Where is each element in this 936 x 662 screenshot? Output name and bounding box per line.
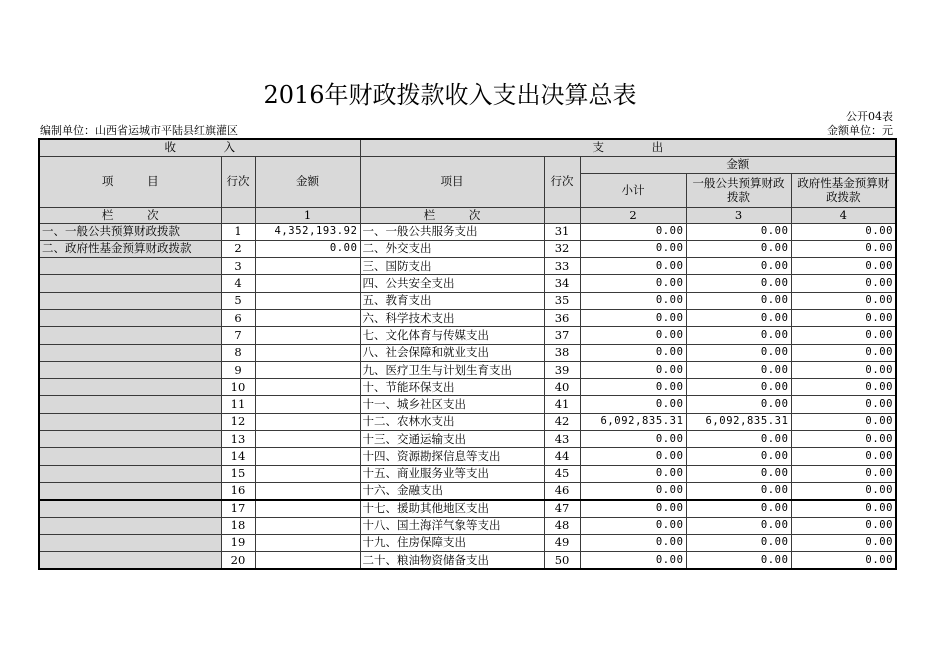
subtotal-cell: 0.00 bbox=[580, 309, 686, 326]
gov-fund-cell: 0.00 bbox=[791, 413, 896, 430]
income-amount-cell bbox=[255, 275, 360, 292]
general-budget-cell: 0.00 bbox=[686, 396, 791, 413]
income-line-cell: 18 bbox=[221, 517, 255, 534]
income-amount-cell bbox=[255, 361, 360, 378]
table-row bbox=[39, 517, 896, 534]
general-budget-cell: 0.00 bbox=[686, 327, 791, 344]
income-amount-cell bbox=[255, 517, 360, 534]
form-code: 公开04表 bbox=[846, 110, 893, 123]
income-amount-cell bbox=[255, 309, 360, 326]
income-amount-cell bbox=[255, 534, 360, 551]
income-item-cell: 一、一般公共预算财政拨款 bbox=[39, 223, 221, 240]
column-index-3: 3 bbox=[686, 207, 791, 223]
subtotal-cell: 0.00 bbox=[580, 275, 686, 292]
gov-fund-cell: 0.00 bbox=[791, 258, 896, 275]
expense-line-cell: 32 bbox=[544, 240, 580, 257]
table-row bbox=[39, 482, 896, 499]
income-amount-cell bbox=[255, 500, 360, 517]
subtotal-cell: 0.00 bbox=[580, 327, 686, 344]
expense-line-cell: 34 bbox=[544, 275, 580, 292]
general-budget-cell: 0.00 bbox=[686, 552, 791, 569]
gov-fund-cell: 0.00 bbox=[791, 500, 896, 517]
table-row bbox=[39, 413, 896, 430]
income-item-header: 项 目 bbox=[39, 156, 221, 207]
income-item-cell bbox=[39, 344, 221, 361]
expense-line-cell: 43 bbox=[544, 431, 580, 448]
income-item-cell bbox=[39, 292, 221, 309]
compiling-unit: 编制单位：山西省运城市平陆县红旗灌区 bbox=[40, 124, 238, 137]
income-amount-cell bbox=[255, 344, 360, 361]
gov-fund-cell: 0.00 bbox=[791, 396, 896, 413]
expense-item-cell: 十九、住房保障支出 bbox=[360, 534, 544, 551]
income-amount-cell bbox=[255, 413, 360, 430]
income-line-cell: 17 bbox=[221, 500, 255, 517]
table-row bbox=[39, 465, 896, 482]
general-budget-cell: 0.00 bbox=[686, 309, 791, 326]
income-item-cell bbox=[39, 258, 221, 275]
general-budget-cell: 6,092,835.31 bbox=[686, 413, 791, 430]
expense-line-cell: 41 bbox=[544, 396, 580, 413]
income-item-cell bbox=[39, 431, 221, 448]
income-line-cell: 7 bbox=[221, 327, 255, 344]
expense-line-cell: 36 bbox=[544, 309, 580, 326]
income-item-cell bbox=[39, 379, 221, 396]
column-index-blank bbox=[544, 207, 580, 223]
subtotal-cell: 0.00 bbox=[580, 534, 686, 551]
gov-fund-cell: 0.00 bbox=[791, 379, 896, 396]
income-amount-cell bbox=[255, 258, 360, 275]
expense-line-cell: 45 bbox=[544, 465, 580, 482]
income-amount-cell bbox=[255, 396, 360, 413]
income-item-cell bbox=[39, 327, 221, 344]
gov-fund-cell: 0.00 bbox=[791, 517, 896, 534]
subtotal-cell: 0.00 bbox=[580, 500, 686, 517]
expense-item-cell: 十六、金融支出 bbox=[360, 482, 544, 499]
table-row bbox=[39, 379, 896, 396]
general-budget-cell: 0.00 bbox=[686, 534, 791, 551]
income-amount-cell bbox=[255, 327, 360, 344]
table-row bbox=[39, 500, 896, 517]
general-budget-cell: 0.00 bbox=[686, 275, 791, 292]
currency-unit: 金额单位：元 bbox=[827, 124, 893, 137]
expense-line-header: 行次 bbox=[544, 156, 580, 207]
income-line-cell: 15 bbox=[221, 465, 255, 482]
general-budget-header: 一般公共预算财政拨款 bbox=[686, 173, 791, 207]
table-row bbox=[39, 327, 896, 344]
expense-line-cell: 33 bbox=[544, 258, 580, 275]
general-budget-cell: 0.00 bbox=[686, 517, 791, 534]
subtotal-cell: 0.00 bbox=[580, 482, 686, 499]
expense-line-cell: 39 bbox=[544, 361, 580, 378]
expense-item-cell: 十八、国土海洋气象等支出 bbox=[360, 517, 544, 534]
expense-line-cell: 50 bbox=[544, 552, 580, 569]
income-line-cell: 9 bbox=[221, 361, 255, 378]
expense-line-cell: 49 bbox=[544, 534, 580, 551]
expense-item-cell: 五、教育支出 bbox=[360, 292, 544, 309]
income-item-cell bbox=[39, 482, 221, 499]
gov-fund-cell: 0.00 bbox=[791, 361, 896, 378]
gov-fund-cell: 0.00 bbox=[791, 448, 896, 465]
expense-line-cell: 46 bbox=[544, 482, 580, 499]
column-index-4: 4 bbox=[791, 207, 896, 223]
expense-item-header: 项目 bbox=[360, 156, 544, 207]
income-section-header: 收 入 bbox=[39, 139, 360, 156]
gov-fund-cell: 0.00 bbox=[791, 344, 896, 361]
expense-item-cell: 十二、农林水支出 bbox=[360, 413, 544, 430]
gov-fund-cell: 0.00 bbox=[791, 431, 896, 448]
income-line-cell: 20 bbox=[221, 552, 255, 569]
general-budget-cell: 0.00 bbox=[686, 379, 791, 396]
income-line-cell: 10 bbox=[221, 379, 255, 396]
table-row bbox=[39, 292, 896, 309]
column-index-label-income: 栏 次 bbox=[39, 207, 221, 223]
subtotal-cell: 6,092,835.31 bbox=[580, 413, 686, 430]
expense-line-cell: 35 bbox=[544, 292, 580, 309]
general-budget-cell: 0.00 bbox=[686, 223, 791, 240]
expense-item-cell: 二十、粮油物资储备支出 bbox=[360, 552, 544, 569]
subtotal-cell: 0.00 bbox=[580, 223, 686, 240]
general-budget-cell: 0.00 bbox=[686, 465, 791, 482]
table-body bbox=[39, 223, 896, 569]
income-item-cell bbox=[39, 465, 221, 482]
income-item-cell bbox=[39, 275, 221, 292]
general-budget-cell: 0.00 bbox=[686, 258, 791, 275]
expense-item-cell: 二、外交支出 bbox=[360, 240, 544, 257]
table-row bbox=[39, 534, 896, 551]
table-row bbox=[39, 275, 896, 292]
expense-item-cell: 九、医疗卫生与计划生育支出 bbox=[360, 361, 544, 378]
expense-line-cell: 40 bbox=[544, 379, 580, 396]
expense-item-cell: 十、节能环保支出 bbox=[360, 379, 544, 396]
table-row bbox=[39, 240, 896, 257]
subtotal-cell: 0.00 bbox=[580, 361, 686, 378]
general-budget-cell: 0.00 bbox=[686, 431, 791, 448]
subtotal-cell: 0.00 bbox=[580, 552, 686, 569]
general-budget-cell: 0.00 bbox=[686, 344, 791, 361]
income-line-cell: 13 bbox=[221, 431, 255, 448]
gov-fund-cell: 0.00 bbox=[791, 465, 896, 482]
table-row bbox=[39, 448, 896, 465]
income-line-cell: 12 bbox=[221, 413, 255, 430]
income-line-cell: 2 bbox=[221, 240, 255, 257]
table-row bbox=[39, 431, 896, 448]
expense-item-cell: 十四、资源勘探信息等支出 bbox=[360, 448, 544, 465]
gov-fund-header: 政府性基金预算财政拨款 bbox=[791, 173, 896, 207]
income-line-cell: 19 bbox=[221, 534, 255, 551]
subtotal-cell: 0.00 bbox=[580, 379, 686, 396]
general-budget-cell: 0.00 bbox=[686, 292, 791, 309]
table-row bbox=[39, 223, 896, 240]
column-index-2: 2 bbox=[580, 207, 686, 223]
income-line-header: 行次 bbox=[221, 156, 255, 207]
subtotal-cell: 0.00 bbox=[580, 240, 686, 257]
expense-line-cell: 38 bbox=[544, 344, 580, 361]
expense-item-cell: 一、一般公共服务支出 bbox=[360, 223, 544, 240]
subtotal-header: 小计 bbox=[580, 173, 686, 207]
table-row bbox=[39, 309, 896, 326]
general-budget-cell: 0.00 bbox=[686, 482, 791, 499]
income-amount-cell bbox=[255, 552, 360, 569]
expense-item-cell: 七、文化体育与传媒支出 bbox=[360, 327, 544, 344]
gov-fund-cell: 0.00 bbox=[791, 240, 896, 257]
gov-fund-cell: 0.00 bbox=[791, 292, 896, 309]
income-amount-cell bbox=[255, 431, 360, 448]
income-item-cell bbox=[39, 448, 221, 465]
general-budget-cell: 0.00 bbox=[686, 448, 791, 465]
expense-item-cell: 三、国防支出 bbox=[360, 258, 544, 275]
expense-item-cell: 八、社会保障和就业支出 bbox=[360, 344, 544, 361]
expense-item-cell: 十三、交通运输支出 bbox=[360, 431, 544, 448]
subtotal-cell: 0.00 bbox=[580, 465, 686, 482]
income-item-cell bbox=[39, 517, 221, 534]
income-line-cell: 6 bbox=[221, 309, 255, 326]
column-index-1: 1 bbox=[255, 207, 360, 223]
expense-item-cell: 四、公共安全支出 bbox=[360, 275, 544, 292]
expense-line-cell: 47 bbox=[544, 500, 580, 517]
gov-fund-cell: 0.00 bbox=[791, 309, 896, 326]
column-index-blank bbox=[221, 207, 255, 223]
income-line-cell: 16 bbox=[221, 482, 255, 499]
income-item-cell bbox=[39, 309, 221, 326]
income-line-cell: 4 bbox=[221, 275, 255, 292]
gov-fund-cell: 0.00 bbox=[791, 552, 896, 569]
budget-table bbox=[38, 138, 897, 570]
income-line-cell: 14 bbox=[221, 448, 255, 465]
income-line-cell: 1 bbox=[221, 223, 255, 240]
income-line-cell: 8 bbox=[221, 344, 255, 361]
gov-fund-cell: 0.00 bbox=[791, 482, 896, 499]
table-row bbox=[39, 552, 896, 569]
expense-item-cell: 十一、城乡社区支出 bbox=[360, 396, 544, 413]
expense-section-header: 支 出 bbox=[360, 139, 896, 156]
income-item-cell bbox=[39, 534, 221, 551]
general-budget-cell: 0.00 bbox=[686, 240, 791, 257]
expense-item-cell: 十五、商业服务业等支出 bbox=[360, 465, 544, 482]
income-amount-cell bbox=[255, 482, 360, 499]
expense-line-cell: 37 bbox=[544, 327, 580, 344]
general-budget-cell: 0.00 bbox=[686, 500, 791, 517]
subtotal-cell: 0.00 bbox=[580, 448, 686, 465]
general-budget-cell: 0.00 bbox=[686, 361, 791, 378]
income-item-cell bbox=[39, 500, 221, 517]
subtotal-cell: 0.00 bbox=[580, 517, 686, 534]
income-item-cell bbox=[39, 361, 221, 378]
subtotal-cell: 0.00 bbox=[580, 431, 686, 448]
gov-fund-cell: 0.00 bbox=[791, 534, 896, 551]
income-amount-cell bbox=[255, 448, 360, 465]
expense-line-cell: 44 bbox=[544, 448, 580, 465]
income-item-cell: 二、政府性基金预算财政拨款 bbox=[39, 240, 221, 257]
income-amount-cell bbox=[255, 292, 360, 309]
income-amount-cell bbox=[255, 465, 360, 482]
subtotal-cell: 0.00 bbox=[580, 396, 686, 413]
income-amount-header: 金额 bbox=[255, 156, 360, 207]
gov-fund-cell: 0.00 bbox=[791, 275, 896, 292]
amount-group-header: 金额 bbox=[580, 156, 896, 173]
income-item-cell bbox=[39, 552, 221, 569]
expense-item-cell: 十七、援助其他地区支出 bbox=[360, 500, 544, 517]
subtotal-cell: 0.00 bbox=[580, 344, 686, 361]
subtotal-cell: 0.00 bbox=[580, 258, 686, 275]
expense-line-cell: 31 bbox=[544, 223, 580, 240]
expense-line-cell: 48 bbox=[544, 517, 580, 534]
income-line-cell: 11 bbox=[221, 396, 255, 413]
income-item-cell bbox=[39, 396, 221, 413]
table-row bbox=[39, 361, 896, 378]
income-amount-cell: 4,352,193.92 bbox=[255, 223, 360, 240]
income-line-cell: 5 bbox=[221, 292, 255, 309]
gov-fund-cell: 0.00 bbox=[791, 223, 896, 240]
table-row bbox=[39, 344, 896, 361]
income-amount-cell: 0.00 bbox=[255, 240, 360, 257]
income-item-cell bbox=[39, 413, 221, 430]
subtotal-cell: 0.00 bbox=[580, 292, 686, 309]
income-amount-cell bbox=[255, 379, 360, 396]
gov-fund-cell: 0.00 bbox=[791, 327, 896, 344]
column-index-label-expense: 栏 次 bbox=[360, 207, 544, 223]
table-row bbox=[39, 396, 896, 413]
expense-item-cell: 六、科学技术支出 bbox=[360, 309, 544, 326]
table-row bbox=[39, 258, 896, 275]
expense-line-cell: 42 bbox=[544, 413, 580, 430]
page-title: 2016年财政拨款收入支出决算总表 bbox=[263, 81, 637, 109]
income-line-cell: 3 bbox=[221, 258, 255, 275]
